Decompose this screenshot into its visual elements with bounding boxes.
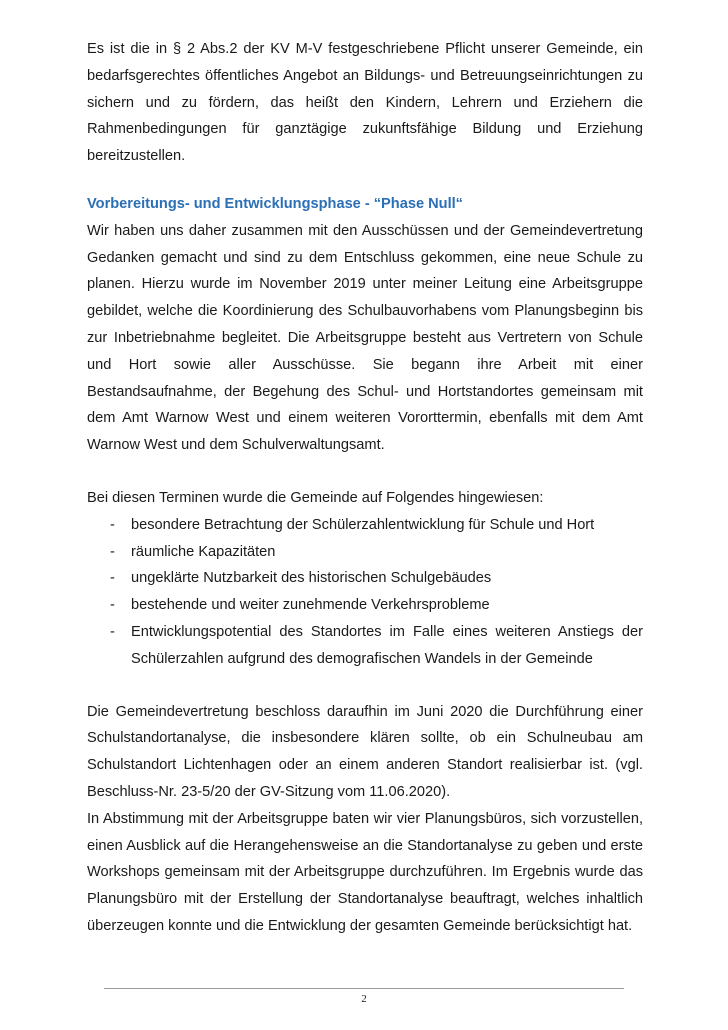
paragraph-spacer [87, 673, 643, 699]
bullet-dash: - [110, 597, 115, 614]
bullet-dash: - [110, 623, 115, 640]
list-item [87, 539, 643, 566]
section-heading: Vorbereitungs- und Entwicklungsphase - “Phase Null“ [87, 195, 463, 212]
list-item-text: besondere Betrachtung der Schülerzahlentwicklung für Schule und Hort [131, 516, 595, 533]
list-item [87, 565, 643, 592]
list-item [87, 619, 643, 673]
list-item-text: bestehende und weiter zunehmende Verkehrsprobleme [131, 597, 490, 614]
list-item [87, 512, 643, 539]
list-item-text: ungeklärte Nutzbarkeit des historischen Schulgebäudes [131, 570, 492, 587]
list-item-text: räumliche Kapazitäten [131, 543, 276, 560]
list-item-text: Entwicklungspotential des Standortes im Falle eines weiteren Anstiegs der Schülerzahlen aufgrund des demografischen Wandels in der Gemeinde [131, 623, 643, 667]
footer-divider [104, 988, 624, 989]
bullet-dash: - [110, 516, 115, 533]
abstimmung-paragraph: In Abstimmung mit der Arbeitsgruppe baten wir vier Planungsbüros, sich vorzustellen, einen Ausblick auf die Herangehensweise an die Standortanalyse zu geben und erste Workshops gemeinsam mit der Arbeitsgruppe durchzuführen. Im Ergebnis wurde das Planungsbüro mit der Erstellung der Standortanalyse beauftragt, welches inhaltlich überzeugen konnte und die Entwicklung der gesamten Gemeinde berücksichtigt hat. [87, 810, 643, 934]
page-number: 2 [361, 993, 367, 1005]
list-intro-paragraph: Bei diesen Terminen wurde die Gemeinde auf Folgendes hingewiesen: [87, 489, 544, 506]
document-page [87, 36, 643, 940]
beschluss-paragraph: Die Gemeindevertretung beschloss daraufhin im Juni 2020 die Durchführung einer Schulstandortanalyse, die insbesondere klären sollte, ob ein Schulneubau am Schulstandort Lichtenhagen oder an einem anderen Standort realisierbar ist. (vgl. Beschluss-Nr. 23-5/20 der GV-Sitzung vom 11.06.2020). [87, 703, 643, 800]
bullet-dash: - [110, 570, 115, 587]
bullet-dash: - [110, 543, 115, 560]
paragraph-spacer [87, 459, 643, 485]
intro-paragraph: Es ist die in § 2 Abs.2 der KV M-V festgeschriebene Pflicht unserer Gemeinde, ein bedarfsgerechtes öffentliches Angebot an Bildungs- und Betreuungseinrichtungen zu sichern und zu fördern, das heißt den Kindern, Lehrern und Erziehern die Rahmenbedingungen für ganztägige zukunftsfähige Bildung und Erziehung bereitzustellen. [87, 41, 643, 165]
phase-null-paragraph: Wir haben uns daher zusammen mit den Ausschüssen und der Gemeindevertretung Gedanken gemacht und sind zu dem Entschluss gekommen, eine neue Schule zu planen. Hierzu wurde im November 2019 unter meiner Leitung eine Arbeitsgruppe gebildet, welche die Koordinierung des Schulbauvorhabens vom Planungsbeginn bis zur Inbetriebnahme begleitet. Die Arbeitsgruppe besteht aus Vertretern von Schule und Hort sowie aller Ausschüsse. Sie begann ihre Arbeit mit einer Bestandsaufnahme, der Begehung des Schul- und Hortstandortes gemeinsam mit dem Amt Warnow West und einem weiteren Vororttermin, ebenfalls mit dem Amt Warnow West und dem Schulverwaltungsamt. [87, 222, 643, 454]
hinweise-list [87, 512, 643, 673]
list-item [87, 592, 643, 619]
